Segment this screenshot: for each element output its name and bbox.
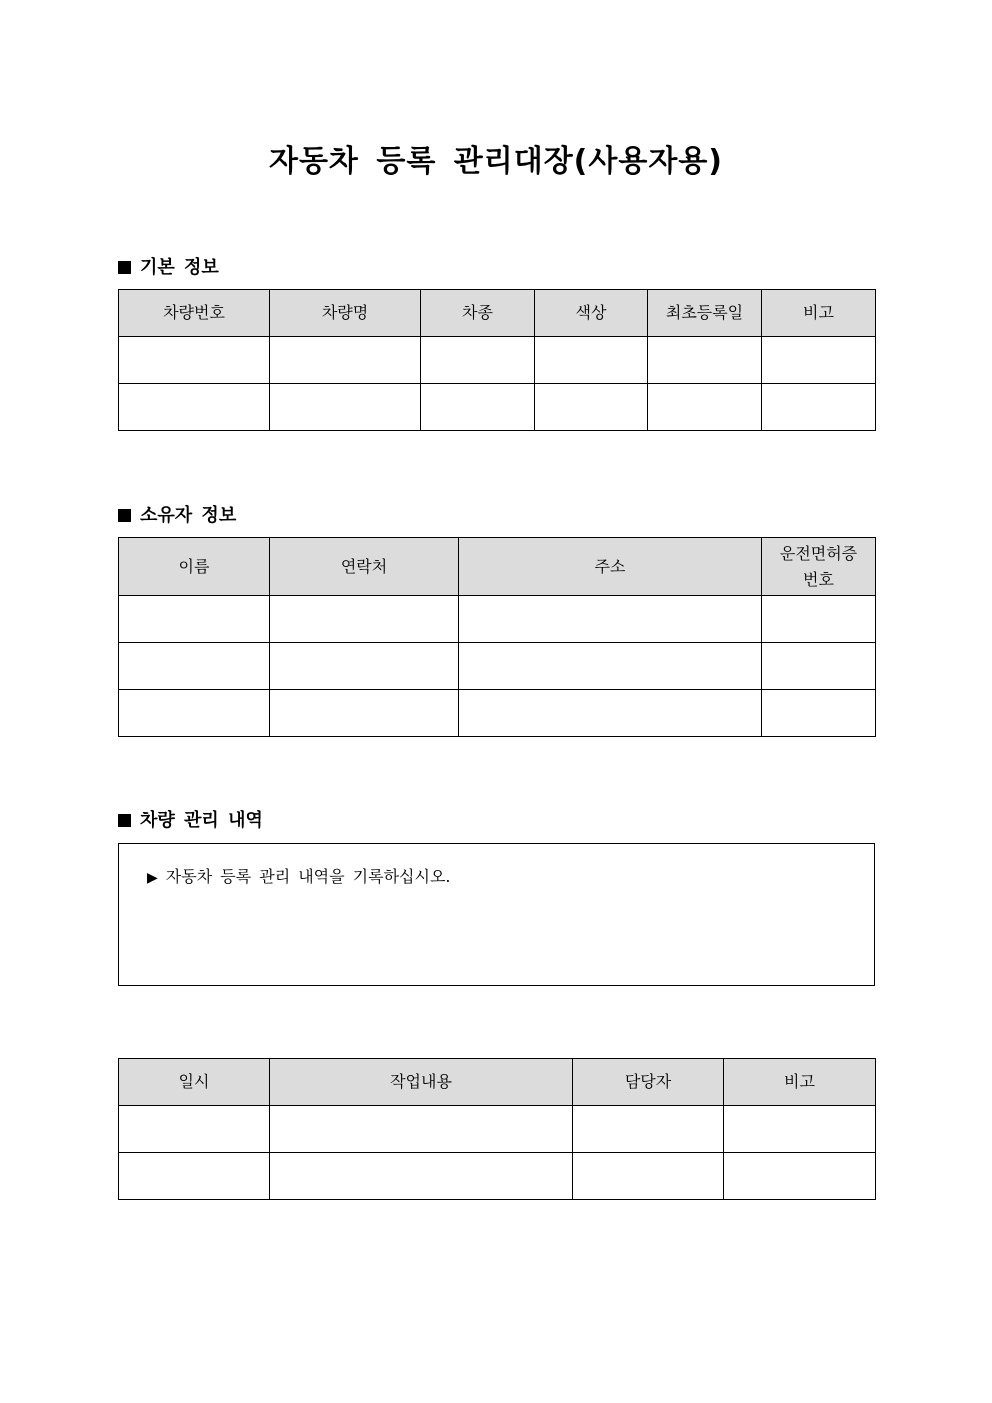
- table-cell[interactable]: [762, 337, 876, 384]
- table-cell[interactable]: [119, 384, 270, 431]
- table-cell[interactable]: [459, 643, 762, 690]
- owner-info-table: [118, 537, 876, 737]
- table-row: [119, 596, 876, 643]
- table-header-row: [119, 538, 876, 596]
- table-cell[interactable]: [724, 1106, 876, 1153]
- table-cell[interactable]: [119, 596, 270, 643]
- table-cell[interactable]: [724, 1153, 876, 1200]
- table-cell[interactable]: [119, 690, 270, 737]
- history-memo-box[interactable]: [118, 843, 875, 986]
- table-row: [119, 337, 876, 384]
- table-cell[interactable]: [535, 337, 648, 384]
- table-cell[interactable]: [421, 337, 535, 384]
- header-cell: 일시: [119, 1059, 270, 1106]
- triangle-right-icon: ▶: [147, 870, 158, 886]
- table-cell[interactable]: [421, 384, 535, 431]
- table-row: [119, 384, 876, 431]
- square-bullet-icon: [118, 509, 131, 522]
- header-cell: 차종: [421, 290, 535, 337]
- table-cell[interactable]: [648, 384, 762, 431]
- table-cell[interactable]: [119, 1106, 270, 1153]
- header-cell: 연락처: [270, 538, 459, 596]
- table-cell[interactable]: [535, 384, 648, 431]
- table-header-row: [119, 1059, 876, 1106]
- basic-info-heading-label: 기본 정보: [140, 257, 219, 278]
- history-heading: [118, 806, 263, 832]
- header-cell: 비고: [724, 1059, 876, 1106]
- header-cell: 차량번호: [119, 290, 270, 337]
- table-cell[interactable]: [762, 690, 876, 737]
- table-cell[interactable]: [648, 337, 762, 384]
- basic-info-heading: [118, 253, 219, 279]
- header-cell: 비고: [762, 290, 876, 337]
- table-cell[interactable]: [270, 643, 459, 690]
- memo-line: [147, 864, 451, 887]
- header-cell: 최초등록일: [648, 290, 762, 337]
- table-cell[interactable]: [119, 337, 270, 384]
- header-cell: 색상: [535, 290, 648, 337]
- basic-info-table: [118, 289, 876, 431]
- header-cell: 이름: [119, 538, 270, 596]
- header-cell: 주소: [459, 538, 762, 596]
- owner-info-heading: [118, 501, 236, 527]
- owner-info-heading-label: 소유자 정보: [140, 505, 237, 526]
- table-cell[interactable]: [573, 1153, 724, 1200]
- table-row: [119, 643, 876, 690]
- square-bullet-icon: [118, 261, 131, 274]
- header-cell: 차량명: [270, 290, 421, 337]
- table-cell[interactable]: [459, 690, 762, 737]
- table-cell[interactable]: [270, 596, 459, 643]
- header-cell: 작업내용: [270, 1059, 573, 1106]
- header-cell: 운전면허증 번호: [762, 538, 876, 596]
- table-row: [119, 690, 876, 737]
- history-heading-label: 차량 관리 내역: [140, 810, 263, 831]
- page-title: 자동차 등록 관리대장(사용자용): [268, 144, 724, 179]
- table-cell[interactable]: [762, 384, 876, 431]
- header-cell: 담당자: [573, 1059, 724, 1106]
- table-row: [119, 1153, 876, 1200]
- memo-text: 자동차 등록 관리 내역을 기록하십시오.: [165, 867, 451, 886]
- table-cell[interactable]: [119, 1153, 270, 1200]
- table-row: [119, 1106, 876, 1153]
- table-cell[interactable]: [270, 1106, 573, 1153]
- table-cell[interactable]: [762, 643, 876, 690]
- history-table: [118, 1058, 876, 1200]
- table-cell[interactable]: [270, 690, 459, 737]
- table-header-row: [119, 290, 876, 337]
- table-cell[interactable]: [762, 596, 876, 643]
- table-cell[interactable]: [573, 1106, 724, 1153]
- table-cell[interactable]: [270, 1153, 573, 1200]
- table-cell[interactable]: [459, 596, 762, 643]
- table-cell[interactable]: [270, 337, 421, 384]
- table-cell[interactable]: [270, 384, 421, 431]
- table-cell[interactable]: [119, 643, 270, 690]
- square-bullet-icon: [118, 814, 131, 827]
